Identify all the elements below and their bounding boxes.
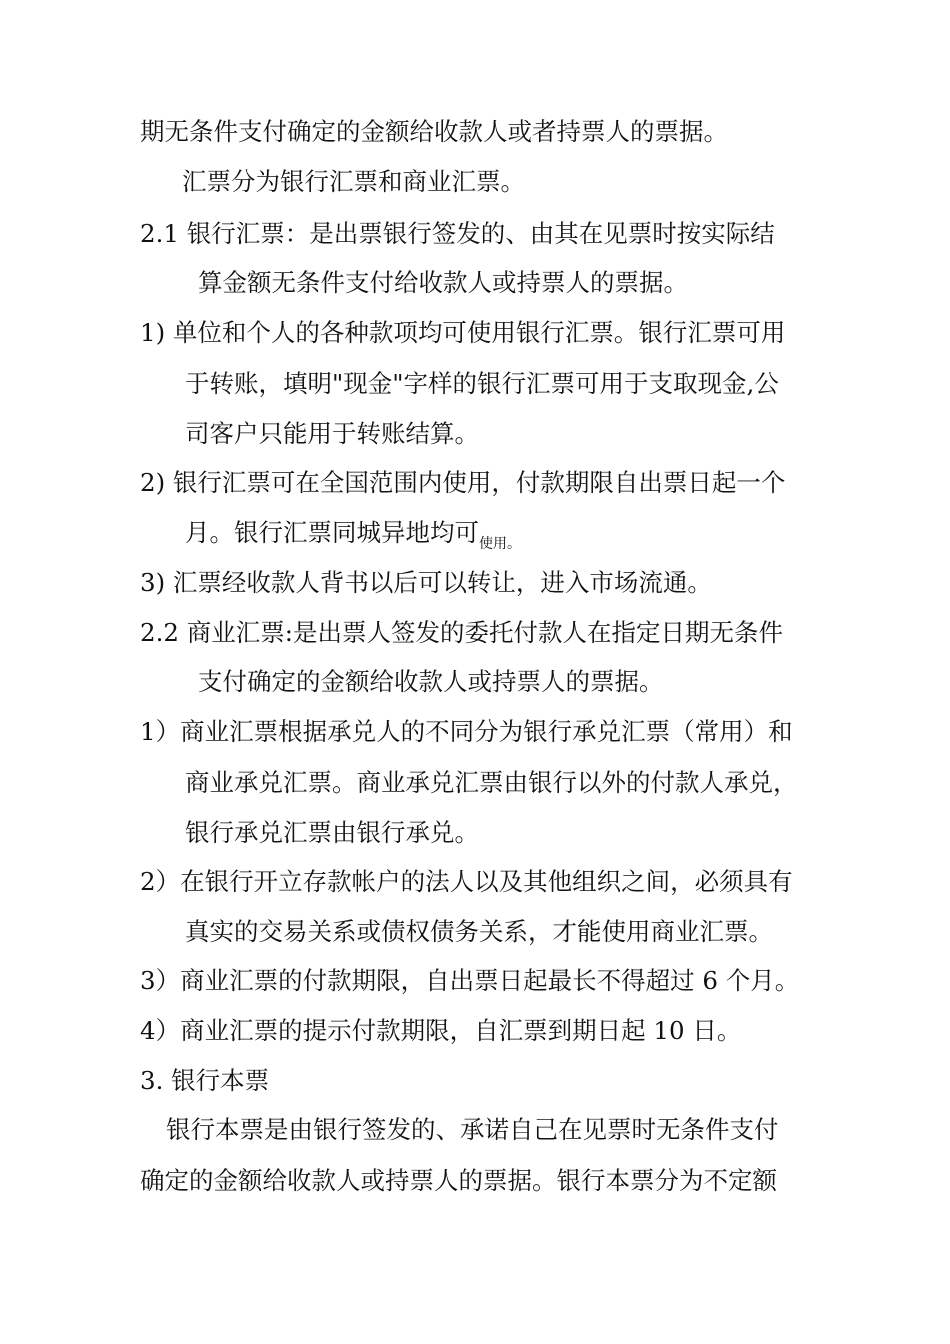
list-item-2b: 2）在银行开立存款帐户的法人以及其他组织之间，必须具有 — [140, 867, 793, 896]
text-line-9-small: 使用。 — [479, 536, 521, 552]
list-item-3: 3) 汇票经收款人背书以后可以转让，进入市场流通。 — [140, 568, 712, 597]
text-line-22: 确定的金额给收款人或持票人的票据。银行本票分为不定额 — [140, 1166, 777, 1195]
text-line-2: 汇票分为银行汇票和商业汇票。 — [182, 167, 525, 196]
text-line-1: 期无条件支付确定的金额给收款人或者持票人的票据。 — [140, 117, 728, 146]
text-line-9 — [185, 518, 521, 552]
section-heading-3: 3. 银行本票 — [140, 1066, 270, 1095]
text-line-21: 银行本票是由银行签发的、承诺自己在见票时无条件支付 — [166, 1115, 779, 1144]
text-line-6: 于转账，填明"现金"字样的银行汇票可用于支取现金,公 — [185, 369, 779, 398]
list-item-1: 1) 单位和个人的各种款项均可使用银行汇票。银行汇票可用 — [140, 318, 786, 347]
text-line-14: 商业承兑汇票。商业承兑汇票由银行以外的付款人承兑， — [185, 768, 798, 797]
list-item-4b: 4）商业汇票的提示付款期限，自汇票到期日起 10 日。 — [140, 1016, 742, 1045]
list-item-1b: 1）商业汇票根据承兑人的不同分为银行承兑汇票（常用）和 — [140, 717, 793, 746]
text-line-12: 支付确定的金额给收款人或持票人的票据。 — [198, 667, 664, 696]
section-heading-2-1: 2.1 银行汇票：是出票银行签发的、由其在见票时按实际结 — [140, 219, 775, 248]
list-item-2: 2) 银行汇票可在全国范围内使用，付款期限自出票日起一个 — [140, 468, 786, 497]
text-line-7: 司客户只能用于转账结算。 — [185, 419, 479, 448]
text-line-4: 算金额无条件支付给收款人或持票人的票据。 — [198, 268, 688, 297]
text-line-9-main: 月。银行汇票同城异地均可 — [185, 518, 479, 547]
list-item-3b: 3）商业汇票的付款期限，自出票日起最长不得超过 6 个月。 — [140, 966, 800, 995]
section-heading-2-2: 2.2 商业汇票:是出票人签发的委托付款人在指定日期无条件 — [140, 618, 784, 647]
text-line-17: 真实的交易关系或债权债务关系，才能使用商业汇票。 — [185, 917, 773, 946]
text-line-15: 银行承兑汇票由银行承兑。 — [185, 818, 479, 847]
